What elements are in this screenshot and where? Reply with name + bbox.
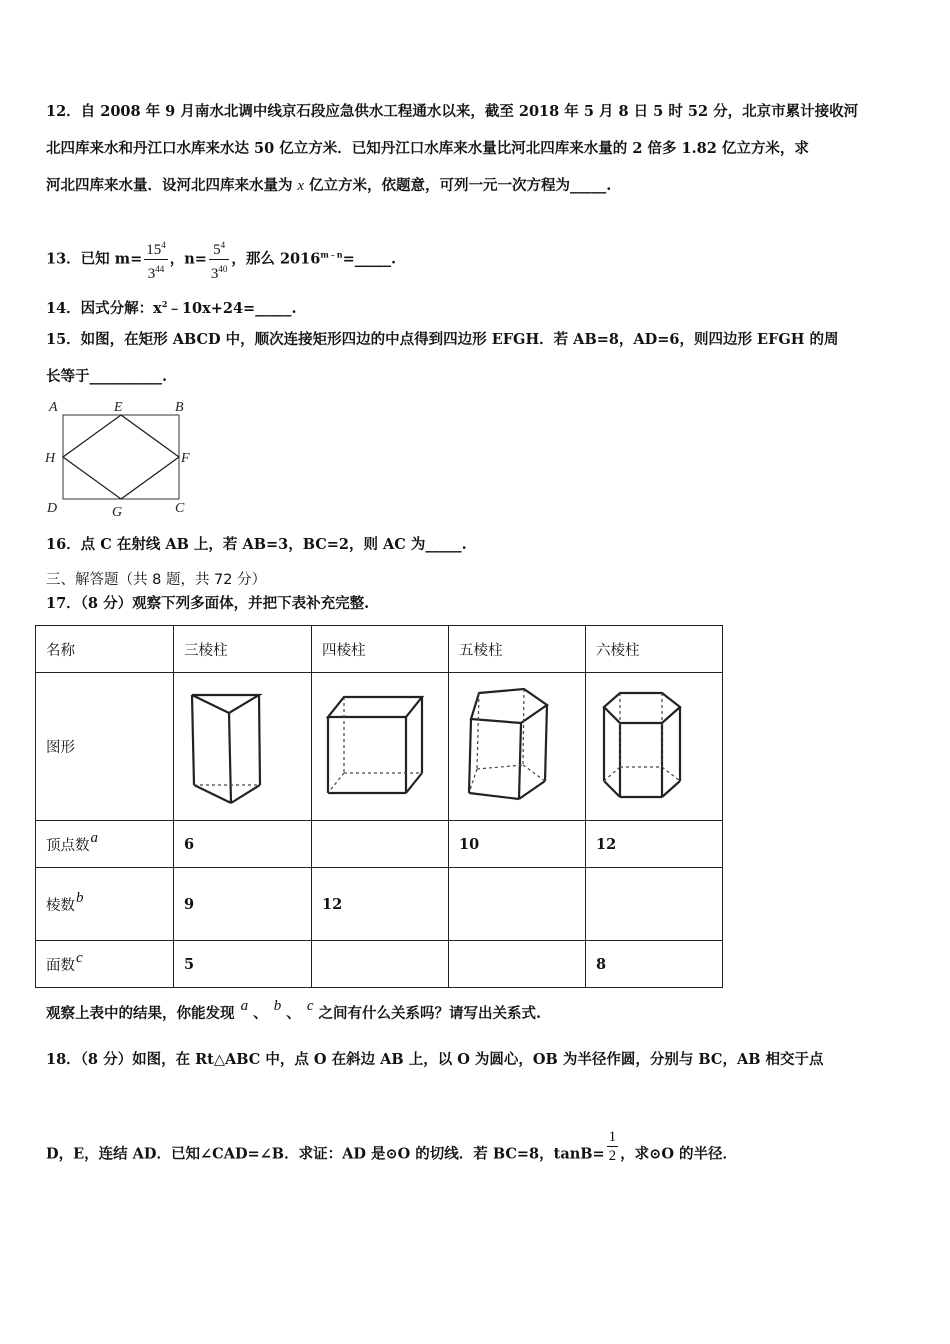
figure-quadrangular-prism bbox=[312, 673, 449, 821]
label-h: H bbox=[45, 451, 56, 466]
row-label-figure: 图形 bbox=[36, 673, 174, 821]
q14-exponent: 2 bbox=[161, 299, 168, 309]
q13-m-fraction: $\frac{15^4}{3^{44}}$ bbox=[144, 236, 168, 283]
q12-line-3-a: 河北四库来水量．设河北四库来水量为 bbox=[46, 177, 298, 194]
cell-edges-triangular: 9 bbox=[174, 868, 312, 941]
cell-edges-hexagonal[interactable] bbox=[586, 868, 723, 941]
row-label-edges: 棱数b bbox=[36, 868, 174, 941]
q13-exponent: m﹣n bbox=[320, 249, 343, 260]
label-c: C bbox=[175, 501, 185, 516]
q13-prefix: 13．已知 m= bbox=[46, 250, 143, 268]
q13-line bbox=[46, 236, 396, 283]
label-d: D bbox=[47, 501, 58, 516]
table-row-vertices bbox=[36, 821, 723, 868]
label-a: A bbox=[49, 400, 58, 415]
cell-vertices-hexagonal: 12 bbox=[586, 821, 723, 868]
polyhedra-table bbox=[35, 625, 723, 988]
rectangle-abcd bbox=[63, 415, 179, 499]
q12-variable-x: x bbox=[297, 178, 304, 194]
q17-followup-b: 之间有什么关系吗？请写出关系式. bbox=[318, 1005, 542, 1022]
triangular-prism-figure bbox=[184, 685, 294, 805]
header-pentagonal-prism: 五棱柱 bbox=[449, 626, 586, 673]
q13-sep: ，n= bbox=[169, 250, 207, 268]
section-title: 三、解答题（共 8 题，共 72 分） bbox=[46, 572, 267, 588]
figure-triangular-prism bbox=[174, 673, 312, 821]
row-label-faces: 面数c bbox=[36, 941, 174, 988]
header-quadrangular-prism: 四棱柱 bbox=[312, 626, 449, 673]
q17-followup: 观察上表中的结果，你能发现 a 、 b 、 c 之间有什么关系吗？请写出关系式. bbox=[46, 998, 542, 1022]
q17-var-c: c bbox=[306, 998, 314, 1014]
cell-faces-triangular: 5 bbox=[174, 941, 312, 988]
q17-intro: 17．（8 分）观察下列多面体，并把下表补充完整. bbox=[46, 595, 370, 612]
cell-vertices-pentagonal: 10 bbox=[449, 821, 586, 868]
cell-faces-quadrangular[interactable] bbox=[312, 941, 449, 988]
cell-faces-hexagonal: 8 bbox=[586, 941, 723, 988]
label-e: E bbox=[114, 400, 123, 415]
cell-vertices-quadrangular[interactable] bbox=[312, 821, 449, 868]
pentagonal-prism-figure bbox=[459, 685, 569, 805]
q18-fraction: $\frac{1}{2}$ bbox=[608, 1129, 617, 1164]
quadrangular-prism-figure bbox=[322, 685, 432, 805]
q15-line-2: 长等于__________. bbox=[46, 368, 168, 385]
q12-line-2: 北四库来水和丹江口水库来水达 50 亿立方米．已知丹江口水库来水量比河北四库来水量的 2 倍多 1.82 亿立方米，求 bbox=[46, 140, 809, 157]
q14-prefix: 14．因式分解：x bbox=[46, 299, 162, 317]
hexagonal-prism-figure bbox=[596, 685, 706, 805]
q18-line-1: 18．（8 分）如图，在 Rt△ABC 中，点 O 在斜边 AB 上，以 O 为圆心，OB 为半径作圆，分别与 BC，AB 相交于点 bbox=[46, 1051, 824, 1068]
q14-line bbox=[46, 294, 297, 319]
row-label-vertices: 顶点数a bbox=[36, 821, 174, 868]
cell-vertices-triangular: 6 bbox=[174, 821, 312, 868]
q13-suffix-b: =_____. bbox=[342, 250, 397, 268]
header-name: 名称 bbox=[36, 626, 174, 673]
header-triangular-prism: 三棱柱 bbox=[174, 626, 312, 673]
q16-line: 16．点 C 在射线 AB 上，若 AB=3，BC=2，则 AC 为_____. bbox=[46, 536, 467, 553]
figure-pentagonal-prism bbox=[449, 673, 586, 821]
table-row-header bbox=[36, 626, 723, 673]
q12-line-3 bbox=[46, 176, 611, 196]
q17-var-a: a bbox=[240, 998, 249, 1014]
table-row-edges bbox=[36, 868, 723, 941]
q18-line-2-a: D，E，连结 AD．已知∠CAD=∠B．求证：AD 是⊙O 的切线．若 BC=8，tanB= bbox=[46, 1145, 605, 1163]
header-hexagonal-prism: 六棱柱 bbox=[586, 626, 723, 673]
q13-n-fraction: $\frac{5^4}{3^{40}}$ bbox=[209, 236, 230, 283]
label-f: F bbox=[181, 451, 190, 466]
q17-var-b: b bbox=[273, 998, 282, 1014]
q14-suffix: ﹣10x+24=_____. bbox=[167, 299, 297, 317]
cell-edges-pentagonal[interactable] bbox=[449, 868, 586, 941]
table-row-figure bbox=[36, 673, 723, 821]
q13-suffix-a: ，那么 2016 bbox=[231, 250, 321, 268]
q18-line-2-b: ，求⊙O 的半径． bbox=[620, 1145, 737, 1163]
q15-line-1: 15．如图，在矩形 ABCD 中，顺次连接矩形四边的中点得到四边形 EFGH．若 AB=8，AD=6，则四边形 EFGH 的周 bbox=[46, 331, 839, 348]
q17-followup-a: 观察上表中的结果，你能发现 bbox=[46, 1005, 235, 1022]
q12-line-1: 12．自 2008 年 9 月南水北调中线京石段应急供水工程通水以来，截至 2018 年 5 月 8 日 5 时 52 分，北京市累计接收河 bbox=[46, 103, 859, 120]
q12-line-3-b: 亿立方米，依题意，可列一元一次方程为_____. bbox=[303, 177, 612, 194]
cell-faces-pentagonal[interactable] bbox=[449, 941, 586, 988]
q15-figure bbox=[40, 395, 200, 520]
figure-hexagonal-prism bbox=[586, 673, 723, 821]
q18-line-2 bbox=[46, 1129, 737, 1173]
quadrilateral-efgh bbox=[63, 415, 179, 499]
label-b: B bbox=[175, 400, 184, 415]
cell-edges-quadrangular: 12 bbox=[312, 868, 449, 941]
table-row-faces bbox=[36, 941, 723, 988]
label-g: G bbox=[112, 505, 123, 520]
